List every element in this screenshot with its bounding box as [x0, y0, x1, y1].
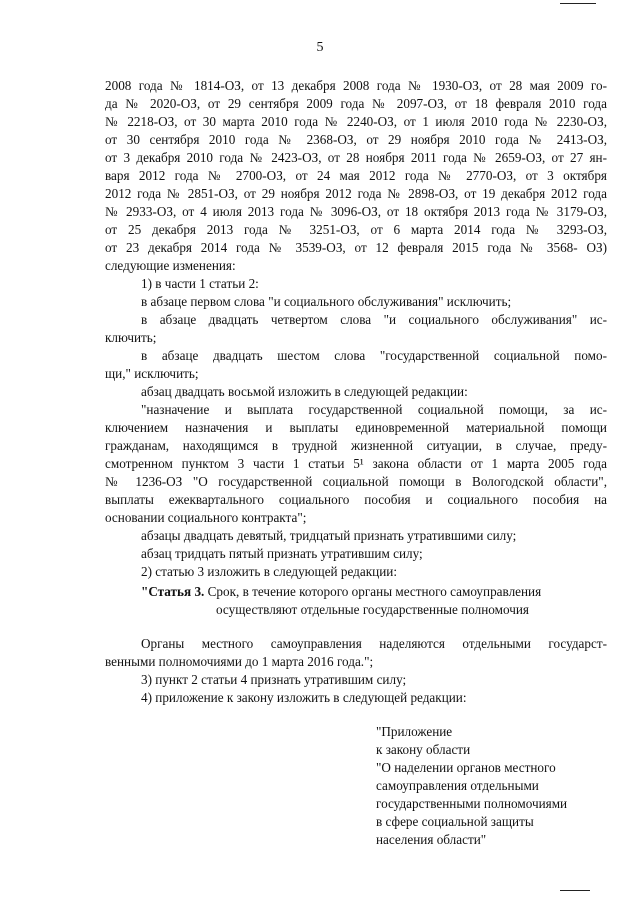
body-line: ключением назначения и выплаты единовременной материальной помощи	[105, 420, 607, 435]
body-line: гражданам, находящимся в трудной жизненной ситуации, в случае, преду-	[105, 438, 607, 453]
body-line: варя 2012 года № 2700-ОЗ, от 24 мая 2012 года № 2770-ОЗ, от 3 октября	[105, 168, 607, 183]
appendix-line: "О наделении органов местного	[376, 760, 556, 775]
body-line: от 23 декабря 2014 года № 3539-ОЗ, от 12 февраля 2015 года № 3568- ОЗ)	[105, 240, 607, 255]
body-line: в абзаце двадцать шестом слова "государственной социальной помо-	[141, 348, 607, 363]
article-label: "Статья 3.	[141, 584, 205, 599]
appendix-line: "Приложение	[376, 724, 453, 739]
body-line: в абзаце первом слова "и социального обслуживания" исключить;	[141, 294, 512, 309]
scan-mark	[560, 3, 596, 4]
page-number: 5	[316, 40, 324, 55]
body-line: 4) приложение к закону изложить в следующей редакции:	[141, 690, 467, 705]
article-heading	[141, 584, 541, 600]
body-line: абзац тридцать пятый признать утратившим силу;	[141, 546, 423, 561]
body-line: венными полномочиями до 1 марта 2016 года.";	[105, 654, 374, 669]
body-line: Органы местного самоуправления наделяются отдельными государст-	[141, 636, 607, 651]
body-line: основании социального контракта";	[105, 510, 307, 525]
body-line: № 2218-ОЗ, от 30 марта 2010 года № 2240-ОЗ, от 1 июля 2010 года № 2230-ОЗ,	[105, 114, 607, 129]
body-line: ключить;	[105, 330, 157, 345]
body-line: выплаты ежеквартального социального пособия и социального пособия на	[105, 492, 607, 507]
body-line: абзацы двадцать девятый, тридцатый признать утратившими силу;	[141, 528, 517, 543]
body-line: 1) в части 1 статьи 2:	[141, 276, 259, 291]
body-line: № 1236-ОЗ "О государственной социальной помощи в Вологодской области",	[105, 474, 607, 489]
article-title-line1: Срок, в течение которого органы местного самоуправления	[204, 584, 542, 599]
appendix-line: в сфере социальной защиты	[376, 814, 534, 829]
body-line: 2012 года № 2851-ОЗ, от 29 ноября 2012 года № 2898-ОЗ, от 19 декабря 2012 года	[105, 186, 607, 201]
body-line: "назначение и выплата государственной социальной помощи, за ис-	[141, 402, 607, 417]
body-line: следующие изменения:	[105, 258, 236, 273]
body-line: № 2933-ОЗ, от 4 июля 2013 года № 3096-ОЗ, от 18 октября 2013 года № 3179-ОЗ,	[105, 204, 607, 219]
body-line: 3) пункт 2 статьи 4 признать утратившим силу;	[141, 672, 407, 687]
body-line: 2) статью 3 изложить в следующей редакции:	[141, 564, 397, 579]
body-line: от 25 декабря 2013 года № 3251-ОЗ, от 6 марта 2014 года № 3293-ОЗ,	[105, 222, 607, 237]
appendix-line: к закону области	[376, 742, 471, 757]
appendix-line: государственными полномочиями	[376, 796, 568, 811]
scan-mark	[560, 890, 590, 891]
body-line: смотренном пунктом 3 части 1 статьи 5¹ закона области от 1 марта 2005 года	[105, 456, 607, 471]
body-line: щи," исключить;	[105, 366, 199, 381]
body-line: 2008 года № 1814-ОЗ, от 13 декабря 2008 года № 1930-ОЗ, от 28 мая 2009 го-	[105, 78, 607, 93]
appendix-line: самоуправления отдельными	[376, 778, 539, 793]
article-title-line2: осуществляют отдельные государственные полномочия	[216, 602, 529, 617]
appendix-line: населения области"	[376, 832, 487, 847]
body-line: в абзаце двадцать четвертом слова "и социального обслуживания" ис-	[141, 312, 607, 327]
body-line: от 30 сентября 2010 года № 2368-ОЗ, от 29 ноября 2010 года № 2413-ОЗ,	[105, 132, 607, 147]
body-line: от 3 декабря 2010 года № 2423-ОЗ, от 28 ноября 2011 года № 2659-ОЗ, от 27 ян-	[105, 150, 607, 165]
body-line: абзац двадцать восьмой изложить в следующей редакции:	[141, 384, 468, 399]
body-line: да № 2020-ОЗ, от 29 сентября 2009 года № 2097-ОЗ, от 18 февраля 2010 года	[105, 96, 607, 111]
